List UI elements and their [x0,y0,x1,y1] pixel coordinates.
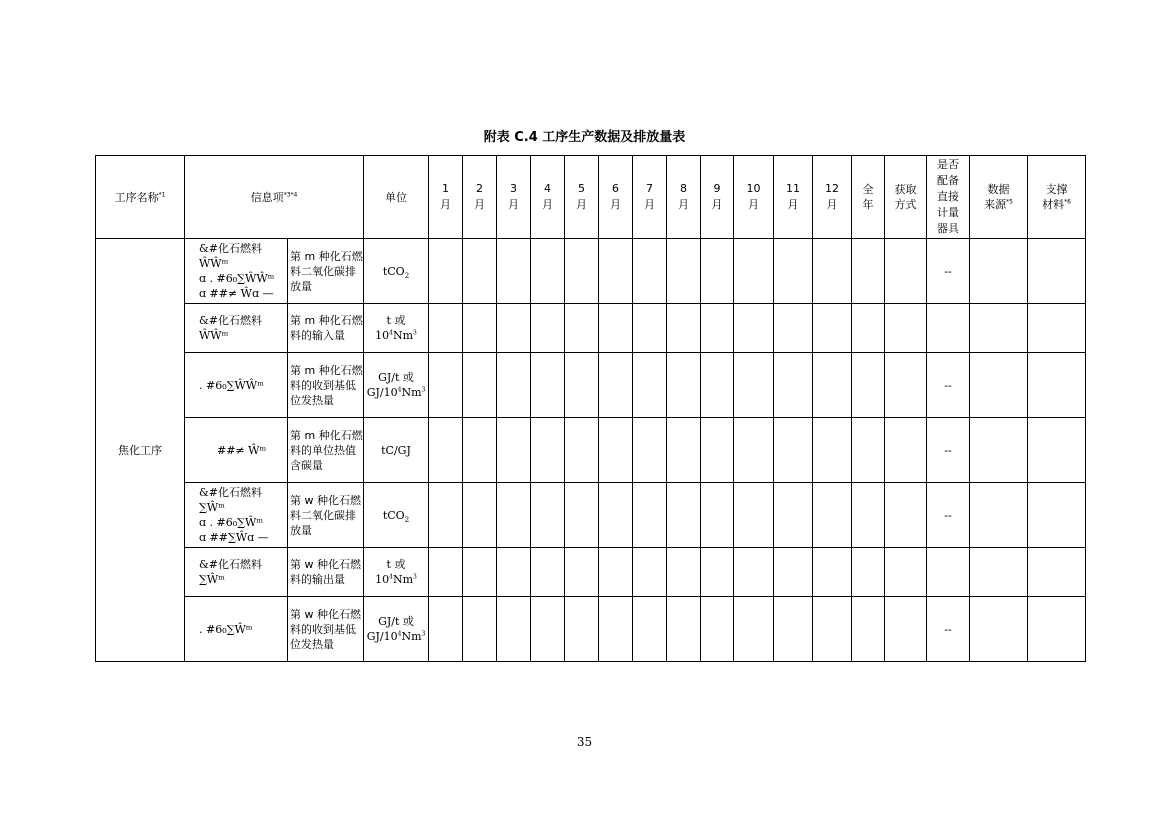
month-cell[interactable] [497,548,531,597]
year-cell[interactable] [852,239,885,304]
header-process-name: 工序名称$^{*1}$ [96,156,185,239]
month-cell[interactable] [531,597,565,662]
month-cell[interactable] [497,418,531,483]
month-cell[interactable] [531,483,565,548]
month-cell[interactable] [774,548,813,597]
description-cell: 第 w 种化石燃料的输出量 [288,548,364,597]
header-month-10: 10 月 [734,156,774,239]
unit-cell: tCO$_2$ [364,239,429,304]
month-cell[interactable] [701,483,734,548]
month-cell[interactable] [701,548,734,597]
month-cell[interactable] [701,353,734,418]
month-cell[interactable] [565,239,599,304]
unit-cell: GJ/t 或 $GJ/10^4Nm^3$ [364,353,429,418]
month-cell[interactable] [599,597,633,662]
header-month-5: 5 月 [565,156,599,239]
source-cell[interactable] [970,597,1028,662]
month-cell[interactable] [813,304,852,353]
month-cell[interactable] [565,353,599,418]
month-cell[interactable] [497,353,531,418]
meter-cell [927,304,970,353]
month-cell[interactable] [531,304,565,353]
formula-cell: &#化石燃料ŴŴᵐ [185,304,288,353]
month-cell[interactable] [774,597,813,662]
formula-cell: . #6₀∑Ŵᵐ [185,597,288,662]
table-row [96,548,1086,597]
month-cell[interactable] [429,304,463,353]
meter-cell [927,548,970,597]
month-cell[interactable] [667,418,701,483]
month-cell[interactable] [813,597,852,662]
header-month-6: 6 月 [599,156,633,239]
method-cell[interactable] [885,418,927,483]
month-cell[interactable] [667,483,701,548]
month-cell[interactable] [463,548,497,597]
description-cell: 第 m 种化石燃料的输入量 [288,304,364,353]
support-cell[interactable] [1028,483,1086,548]
month-cell[interactable] [599,418,633,483]
table-row [96,418,1086,483]
table-row [96,483,1086,548]
month-cell[interactable] [599,483,633,548]
month-cell[interactable] [667,239,701,304]
month-cell[interactable] [667,548,701,597]
month-cell[interactable] [774,239,813,304]
month-cell[interactable] [463,239,497,304]
page-number: 35 [576,735,593,749]
description-cell: 第 m 种化石燃料的收到基低位发热量 [288,353,364,418]
process-name-cell: 焦化工序 [96,239,185,662]
method-cell[interactable] [885,353,927,418]
month-cell[interactable] [813,353,852,418]
year-cell[interactable] [852,548,885,597]
formula-cell: &#化石燃料ŴŴᵐ ɑ . #6₀∑ŴŴᵐ ɑ ##≠ Ŵɑ — [185,239,288,304]
unit-cell: tC/GJ [364,418,429,483]
month-cell[interactable] [429,353,463,418]
process-data-table [95,155,1086,662]
meter-cell: -- [927,353,970,418]
month-cell[interactable] [565,418,599,483]
month-cell[interactable] [497,304,531,353]
unit-cell: tCO$_2$ [364,483,429,548]
header-month-7: 7 月 [633,156,667,239]
table-row [96,597,1086,662]
method-cell[interactable] [885,548,927,597]
unit-cell: t 或 $10^4Nm^3$ [364,304,429,353]
header-month-1: 1 月 [429,156,463,239]
month-cell[interactable] [633,239,667,304]
month-cell[interactable] [813,483,852,548]
month-cell[interactable] [633,483,667,548]
month-cell[interactable] [599,304,633,353]
header-month-12: 12 月 [813,156,852,239]
source-cell[interactable] [970,418,1028,483]
header-month-3: 3 月 [497,156,531,239]
month-cell[interactable] [701,418,734,483]
meter-cell: -- [927,597,970,662]
source-cell[interactable] [970,304,1028,353]
month-cell[interactable] [599,548,633,597]
year-cell[interactable] [852,483,885,548]
unit-cell: GJ/t 或 $GJ/10^4Nm^3$ [364,597,429,662]
month-cell[interactable] [463,418,497,483]
month-cell[interactable] [734,239,774,304]
month-cell[interactable] [497,483,531,548]
method-cell[interactable] [885,304,927,353]
year-cell[interactable] [852,418,885,483]
month-cell[interactable] [667,304,701,353]
month-cell[interactable] [599,239,633,304]
month-cell[interactable] [497,239,531,304]
month-cell[interactable] [734,483,774,548]
month-cell[interactable] [565,483,599,548]
month-cell[interactable] [429,483,463,548]
header-month-8: 8 月 [667,156,701,239]
month-cell[interactable] [565,548,599,597]
month-cell[interactable] [633,548,667,597]
month-cell[interactable] [565,597,599,662]
month-cell[interactable] [701,304,734,353]
table-row [96,239,1086,304]
meter-cell: -- [927,418,970,483]
source-cell[interactable] [970,239,1028,304]
month-cell[interactable] [429,548,463,597]
month-cell[interactable] [531,353,565,418]
support-cell[interactable] [1028,548,1086,597]
header-month-4: 4 月 [531,156,565,239]
header-support: 支撑材料$^{*6}$ [1028,156,1086,239]
month-cell[interactable] [497,597,531,662]
table-row [96,353,1086,418]
month-cell[interactable] [813,239,852,304]
header-month-11: 11 月 [774,156,813,239]
month-cell[interactable] [667,353,701,418]
month-cell[interactable] [463,304,497,353]
header-method: 获取方式 [885,156,927,239]
meter-cell: -- [927,239,970,304]
month-cell[interactable] [701,597,734,662]
month-cell[interactable] [633,304,667,353]
meter-cell: -- [927,483,970,548]
support-cell[interactable] [1028,304,1086,353]
month-cell[interactable] [599,353,633,418]
month-cell[interactable] [734,353,774,418]
month-cell[interactable] [667,597,701,662]
year-cell[interactable] [852,597,885,662]
header-unit: 单位 [364,156,429,239]
month-cell[interactable] [813,548,852,597]
year-cell[interactable] [852,304,885,353]
month-cell[interactable] [774,418,813,483]
month-cell[interactable] [734,304,774,353]
month-cell[interactable] [429,418,463,483]
month-cell[interactable] [531,548,565,597]
month-cell[interactable] [429,239,463,304]
header-info-item: 信息项$^{*3*4}$ [185,156,364,239]
table-row [96,304,1086,353]
header-row [96,156,1086,239]
month-cell[interactable] [463,483,497,548]
support-cell[interactable] [1028,353,1086,418]
support-cell[interactable] [1028,597,1086,662]
month-cell[interactable] [734,597,774,662]
support-cell[interactable] [1028,418,1086,483]
source-cell[interactable] [970,353,1028,418]
month-cell[interactable] [531,239,565,304]
description-cell: 第 m 种化石燃料二氧化碳排放量 [288,239,364,304]
year-cell[interactable] [852,353,885,418]
month-cell[interactable] [774,483,813,548]
formula-cell: &#化石燃料∑Ŵᵐ ɑ . #6₀∑Ŵᵐ ɑ ##∑Ŵɑ — [185,483,288,548]
month-cell[interactable] [774,304,813,353]
method-cell[interactable] [885,597,927,662]
month-cell[interactable] [429,597,463,662]
month-cell[interactable] [633,353,667,418]
header-full-year: 全年 [852,156,885,239]
description-cell: 第 w 种化石燃料二氧化碳排放量 [288,483,364,548]
month-cell[interactable] [463,597,497,662]
description-cell: 第 w 种化石燃料的收到基低位发热量 [288,597,364,662]
formula-cell: &#化石燃料∑Ŵᵐ [185,548,288,597]
month-cell[interactable] [565,304,599,353]
source-cell[interactable] [970,548,1028,597]
method-cell[interactable] [885,239,927,304]
formula-cell: ##≠ Ŵᵐ [185,418,288,483]
unit-cell: t 或 $10^4Nm^3$ [364,548,429,597]
support-cell[interactable] [1028,239,1086,304]
formula-cell: . #6₀∑ŴŴᵐ [185,353,288,418]
method-cell[interactable] [885,483,927,548]
month-cell[interactable] [774,353,813,418]
month-cell[interactable] [633,418,667,483]
table-title: 附表 C.4 工序生产数据及排放量表 [483,130,686,145]
description-cell: 第 m 种化石燃料的单位热值含碳量 [288,418,364,483]
month-cell[interactable] [734,548,774,597]
month-cell[interactable] [463,353,497,418]
header-month-9: 9 月 [701,156,734,239]
month-cell[interactable] [701,239,734,304]
month-cell[interactable] [813,418,852,483]
header-data-source: 数据来源$^{*5}$ [970,156,1028,239]
header-month-2: 2 月 [463,156,497,239]
source-cell[interactable] [970,483,1028,548]
month-cell[interactable] [531,418,565,483]
header-direct-meter: 是否配备直接计量器具 [927,156,970,239]
month-cell[interactable] [633,597,667,662]
month-cell[interactable] [734,418,774,483]
